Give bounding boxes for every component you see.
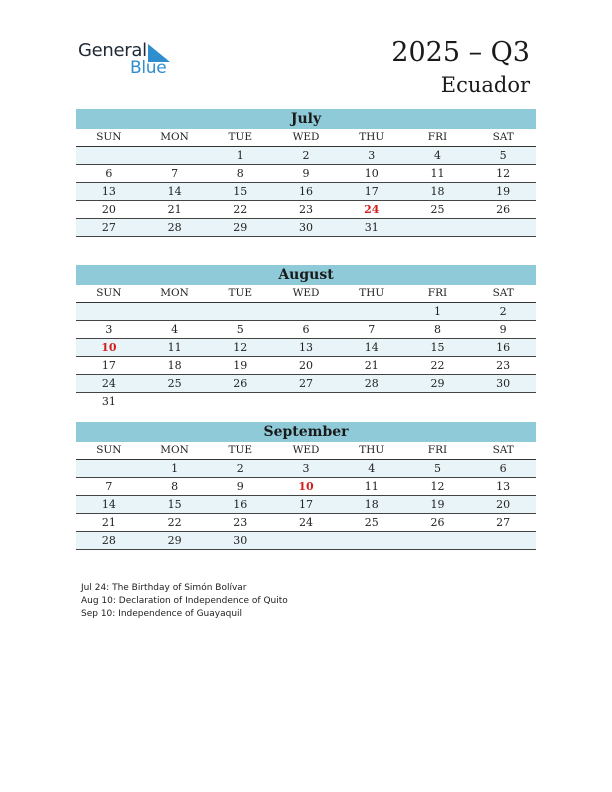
day-cell: 6 bbox=[499, 462, 507, 475]
day-cell: 28 bbox=[101, 534, 116, 547]
day-cell bbox=[76, 460, 142, 477]
day-cell: 28 bbox=[364, 377, 379, 390]
day-cell bbox=[339, 532, 405, 549]
day-cell: 9 bbox=[499, 323, 507, 336]
day-cell: 6 bbox=[302, 323, 310, 336]
weekday-label: MON bbox=[160, 131, 189, 143]
holiday-notes bbox=[81, 582, 288, 621]
weekday-label: SAT bbox=[492, 131, 514, 143]
day-cell: 16 bbox=[299, 185, 314, 198]
day-cell: 22 bbox=[167, 516, 182, 529]
day-cell: 25 bbox=[364, 516, 379, 529]
weekday-label: FRI bbox=[427, 444, 448, 456]
day-cell: 4 bbox=[368, 462, 376, 475]
week-row bbox=[76, 514, 536, 532]
logo-word-general: General bbox=[78, 40, 147, 61]
day-cell: 23 bbox=[496, 359, 511, 372]
day-cell: 25 bbox=[430, 203, 445, 216]
week-row bbox=[76, 393, 536, 410]
day-cell: 28 bbox=[167, 221, 182, 234]
weekday-label: WED bbox=[292, 131, 320, 143]
weekday-label: THU bbox=[359, 444, 385, 456]
day-cell bbox=[142, 147, 208, 164]
month-name: July bbox=[76, 109, 536, 129]
day-cell: 2 bbox=[499, 305, 507, 318]
day-cell bbox=[142, 303, 208, 320]
day-cell: 29 bbox=[233, 221, 248, 234]
week-row bbox=[76, 532, 536, 550]
day-cell: 7 bbox=[105, 480, 113, 493]
day-cell: 13 bbox=[496, 480, 511, 493]
day-cell: 5 bbox=[236, 323, 244, 336]
day-cell bbox=[207, 393, 273, 410]
day-cell bbox=[273, 393, 339, 410]
day-cell: 12 bbox=[430, 480, 445, 493]
day-cell bbox=[76, 303, 142, 320]
day-cell: 19 bbox=[430, 498, 445, 511]
day-cell: 15 bbox=[167, 498, 182, 511]
month-august bbox=[76, 265, 536, 410]
weekday-label: SUN bbox=[96, 131, 122, 143]
day-cell bbox=[405, 219, 471, 236]
weekday-header-row bbox=[76, 285, 536, 303]
day-cell: 7 bbox=[368, 323, 376, 336]
weekday-label: SUN bbox=[96, 287, 122, 299]
day-cell: 24 bbox=[101, 377, 116, 390]
day-cell: 4 bbox=[171, 323, 179, 336]
week-row bbox=[76, 339, 536, 357]
day-cell: 26 bbox=[496, 203, 511, 216]
day-cell: 20 bbox=[299, 359, 314, 372]
holiday-note: Sep 10: Independence of Guayaquil bbox=[81, 609, 243, 619]
day-cell: 29 bbox=[430, 377, 445, 390]
day-cell bbox=[76, 147, 142, 164]
day-cell: 27 bbox=[496, 516, 511, 529]
day-cell: 17 bbox=[364, 185, 379, 198]
day-cell: 23 bbox=[233, 516, 248, 529]
day-cell: 8 bbox=[171, 480, 179, 493]
month-name: August bbox=[76, 265, 536, 285]
week-row bbox=[76, 478, 536, 496]
day-cell: 6 bbox=[105, 167, 113, 180]
weekday-label: WED bbox=[292, 444, 320, 456]
day-cell: 19 bbox=[233, 359, 248, 372]
day-cell: 21 bbox=[101, 516, 116, 529]
day-cell bbox=[405, 393, 471, 410]
day-cell: 9 bbox=[302, 167, 310, 180]
weekday-label: THU bbox=[359, 131, 385, 143]
weekday-label: WED bbox=[292, 287, 320, 299]
day-cell bbox=[273, 303, 339, 320]
month-september bbox=[76, 422, 536, 550]
holiday-note: Aug 10: Declaration of Independence of Quito bbox=[81, 596, 288, 606]
day-cell bbox=[339, 393, 405, 410]
day-cell: 29 bbox=[167, 534, 182, 547]
day-cell bbox=[470, 219, 536, 236]
day-cell: 14 bbox=[101, 498, 116, 511]
weekday-label: FRI bbox=[427, 287, 448, 299]
day-cell: 15 bbox=[430, 341, 445, 354]
day-cell: 12 bbox=[496, 167, 511, 180]
day-cell: 2 bbox=[302, 149, 310, 162]
day-cell: 27 bbox=[299, 377, 314, 390]
day-cell: 3 bbox=[105, 323, 113, 336]
week-row bbox=[76, 147, 536, 165]
day-cell: 22 bbox=[233, 203, 248, 216]
weekday-label: TUE bbox=[228, 131, 253, 143]
weekday-header-row bbox=[76, 129, 536, 147]
weekday-label: SUN bbox=[96, 444, 122, 456]
day-cell: 18 bbox=[167, 359, 182, 372]
logo bbox=[78, 40, 178, 80]
weekday-label: THU bbox=[359, 287, 385, 299]
day-cell: 3 bbox=[302, 462, 310, 475]
page-title: 2025 – Q3 bbox=[391, 37, 530, 68]
day-cell: 1 bbox=[236, 149, 244, 162]
day-cell: 30 bbox=[299, 221, 314, 234]
day-cell: 31 bbox=[101, 395, 116, 408]
day-cell: 10 bbox=[101, 341, 117, 354]
day-cell: 22 bbox=[430, 359, 445, 372]
day-cell: 8 bbox=[236, 167, 244, 180]
day-cell: 26 bbox=[430, 516, 445, 529]
day-cell: 18 bbox=[364, 498, 379, 511]
day-cell bbox=[339, 303, 405, 320]
week-row bbox=[76, 165, 536, 183]
day-cell: 11 bbox=[430, 167, 445, 180]
day-cell: 5 bbox=[433, 462, 441, 475]
day-cell: 11 bbox=[364, 480, 379, 493]
day-cell: 26 bbox=[233, 377, 248, 390]
week-row bbox=[76, 357, 536, 375]
logo-word-blue: Blue bbox=[130, 58, 167, 78]
day-cell: 31 bbox=[364, 221, 379, 234]
day-cell: 27 bbox=[101, 221, 116, 234]
day-cell: 24 bbox=[299, 516, 314, 529]
day-cell: 17 bbox=[299, 498, 314, 511]
day-cell: 19 bbox=[496, 185, 511, 198]
day-cell: 13 bbox=[299, 341, 314, 354]
day-cell: 5 bbox=[499, 149, 507, 162]
day-cell: 21 bbox=[364, 359, 379, 372]
day-cell bbox=[470, 532, 536, 549]
day-cell bbox=[273, 532, 339, 549]
day-cell: 30 bbox=[496, 377, 511, 390]
day-cell: 9 bbox=[236, 480, 244, 493]
day-cell bbox=[142, 393, 208, 410]
day-cell: 4 bbox=[433, 149, 441, 162]
day-cell: 17 bbox=[101, 359, 116, 372]
day-cell: 13 bbox=[101, 185, 116, 198]
month-july bbox=[76, 109, 536, 237]
weekday-label: FRI bbox=[427, 131, 448, 143]
day-cell: 1 bbox=[171, 462, 179, 475]
day-cell: 18 bbox=[430, 185, 445, 198]
day-cell: 16 bbox=[496, 341, 511, 354]
day-cell: 2 bbox=[236, 462, 244, 475]
day-cell bbox=[470, 393, 536, 410]
holiday-note: Jul 24: The Birthday of Simón Bolívar bbox=[81, 583, 247, 593]
week-row bbox=[76, 219, 536, 237]
day-cell: 20 bbox=[101, 203, 116, 216]
day-cell: 25 bbox=[167, 377, 182, 390]
day-cell: 24 bbox=[364, 203, 380, 216]
week-row bbox=[76, 303, 536, 321]
weekday-label: TUE bbox=[228, 287, 253, 299]
day-cell: 16 bbox=[233, 498, 248, 511]
day-cell: 10 bbox=[364, 167, 379, 180]
weekday-header-row bbox=[76, 442, 536, 460]
country-title: Ecuador bbox=[440, 73, 530, 97]
day-cell: 23 bbox=[299, 203, 314, 216]
day-cell: 1 bbox=[433, 305, 441, 318]
day-cell: 12 bbox=[233, 341, 248, 354]
weekday-label: MON bbox=[160, 287, 189, 299]
day-cell: 8 bbox=[433, 323, 441, 336]
day-cell bbox=[405, 532, 471, 549]
week-row bbox=[76, 201, 536, 219]
week-row bbox=[76, 496, 536, 514]
day-cell: 20 bbox=[496, 498, 511, 511]
day-cell: 11 bbox=[167, 341, 182, 354]
weekday-label: SAT bbox=[492, 444, 514, 456]
day-cell: 21 bbox=[167, 203, 182, 216]
weekday-label: SAT bbox=[492, 287, 514, 299]
month-name: September bbox=[76, 422, 536, 442]
day-cell: 14 bbox=[364, 341, 379, 354]
weekday-label: TUE bbox=[228, 444, 253, 456]
week-row bbox=[76, 460, 536, 478]
day-cell: 30 bbox=[233, 534, 248, 547]
week-row bbox=[76, 375, 536, 393]
day-cell: 15 bbox=[233, 185, 248, 198]
day-cell: 14 bbox=[167, 185, 182, 198]
day-cell: 3 bbox=[368, 149, 376, 162]
week-row bbox=[76, 321, 536, 339]
day-cell bbox=[207, 303, 273, 320]
weekday-label: MON bbox=[160, 444, 189, 456]
day-cell: 7 bbox=[171, 167, 179, 180]
day-cell: 10 bbox=[298, 480, 314, 493]
week-row bbox=[76, 183, 536, 201]
